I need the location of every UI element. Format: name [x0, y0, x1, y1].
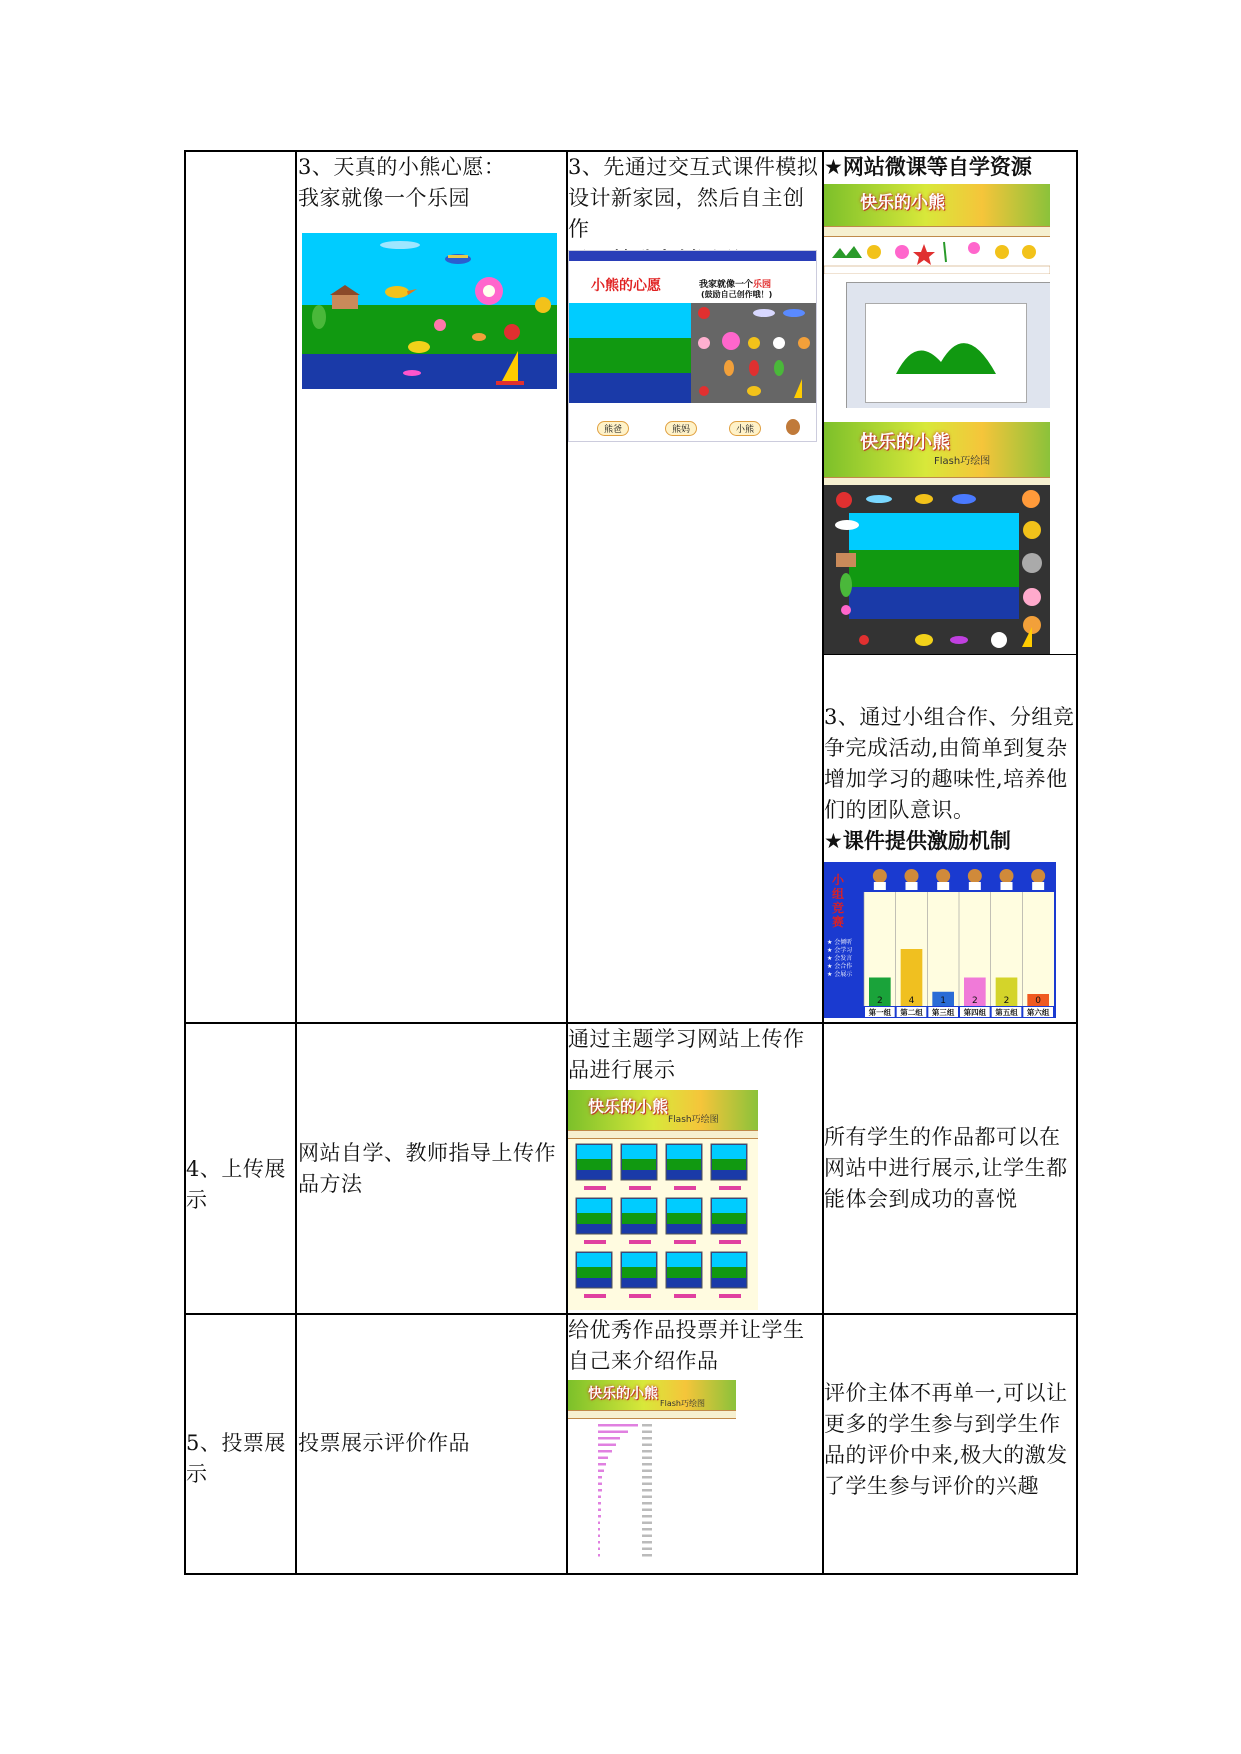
gallery-vote-button	[629, 1240, 651, 1244]
vote-bar	[598, 1502, 601, 1505]
row2-intent-line2: 网站中进行展示,让学生都	[824, 1156, 1068, 1180]
chart-bear-icon	[968, 869, 982, 883]
vote-name	[642, 1431, 652, 1434]
row1-intent-heading-2: ★课件提供激励机制	[824, 829, 1011, 853]
gallery-logo: 快乐的小熊	[588, 1097, 669, 1116]
chart-data-label: 2	[876, 996, 883, 1006]
vote-bar	[598, 1528, 600, 1531]
gallery-thumb-grass	[667, 1159, 701, 1170]
row1-method-line1: 3、先通过交互式课件模拟	[568, 155, 819, 179]
chart-tick-label: 第一组	[868, 1008, 892, 1017]
vote-name	[642, 1470, 652, 1473]
vote-bar	[598, 1437, 620, 1440]
gallery-thumb-grass	[712, 1213, 746, 1224]
gallery-thumb-sky	[667, 1145, 701, 1159]
vote-name	[642, 1476, 652, 1479]
gallery-thumb-sky	[712, 1145, 746, 1159]
chart-bear-icon	[873, 869, 887, 883]
row3-activity-line1: 投票展示评价作品	[298, 1431, 470, 1455]
vote-bar	[598, 1424, 638, 1427]
courseware-screenshot	[568, 250, 817, 442]
drawing-window	[846, 282, 1050, 408]
chart-legend-item: ★ 会倾听	[827, 939, 853, 946]
row1-activity-line2: 我家就像一个乐园	[298, 186, 470, 210]
row2-method	[568, 1024, 822, 1086]
vote-name	[642, 1457, 652, 1460]
row3-intent-line4: 了学生参与评价的兴趣	[824, 1474, 1039, 1498]
gallery-vote-button	[629, 1294, 651, 1298]
gallery-thumb-sky	[577, 1145, 611, 1159]
gallery-thumb-grass	[712, 1159, 746, 1170]
gallery-thumb-grass	[622, 1267, 656, 1278]
row2-intent-line1: 所有学生的作品都可以在	[824, 1125, 1061, 1149]
chart-title-char: 组	[831, 887, 845, 901]
chart-bear-body	[969, 882, 981, 890]
row1-method-line2: 设计新家园，然后自主创作	[568, 186, 805, 241]
vote-name	[642, 1463, 652, 1466]
voting-screenshot	[568, 1380, 736, 1572]
row2-activity	[298, 1138, 566, 1200]
vote-bar	[598, 1483, 602, 1486]
row2-intent	[824, 1122, 1076, 1215]
gallery-thumb-grass	[577, 1159, 611, 1170]
vote-bar	[598, 1509, 601, 1512]
row2-method-line1: 通过主题学习网站上传作	[568, 1027, 805, 1051]
chart-bear-body	[1032, 882, 1044, 890]
gallery-vote-button	[674, 1240, 696, 1244]
vote-name	[642, 1509, 652, 1512]
row1-intent-line4: 们的团队意识。	[824, 798, 975, 822]
row2-intent-line3: 能体会到成功的喜悦	[824, 1187, 1018, 1211]
vote-bar	[598, 1457, 608, 1460]
website-screenshot-draw	[824, 184, 1050, 408]
chart-bear-body	[1001, 882, 1013, 890]
gallery-navbar	[568, 1130, 758, 1139]
chart-tick-label: 第五组	[995, 1008, 1018, 1017]
chart-data-label: 0	[1035, 996, 1042, 1006]
voting-subtitle: Flash巧绘图	[660, 1399, 705, 1408]
vote-name	[642, 1437, 652, 1440]
row2-step: 4、上传展示	[186, 1157, 286, 1212]
courseware-prompt-highlight: 乐园	[753, 280, 772, 290]
gallery-subtitle: Flash巧绘图	[668, 1115, 719, 1125]
voting-navbar	[568, 1410, 736, 1419]
drawing-canvas	[865, 303, 1027, 403]
gallery-vote-button	[584, 1294, 606, 1298]
chart-bear-body	[906, 882, 918, 890]
courseware-prompt-sub: (鼓励自己创作哦！)	[701, 290, 773, 299]
vote-list	[568, 1420, 736, 1572]
gallery-vote-button	[719, 1240, 741, 1244]
vote-name	[642, 1502, 652, 1505]
chart-tick-label: 第四组	[963, 1008, 987, 1017]
vote-bar	[598, 1431, 628, 1434]
col-line-1	[295, 150, 297, 1575]
vote-name	[642, 1444, 652, 1447]
gallery-thumb-grass	[622, 1213, 656, 1224]
website-navbar	[824, 226, 1050, 237]
gallery-vote-button	[629, 1186, 651, 1190]
vote-bar	[598, 1541, 600, 1544]
gallery-thumb-grass	[712, 1267, 746, 1278]
row3-method	[568, 1315, 822, 1377]
row3-intent-line3: 品的评价中来,极大的激发	[824, 1443, 1068, 1467]
gallery-thumb-sky	[577, 1253, 611, 1267]
gallery-vote-button	[584, 1240, 606, 1244]
courseware-title: 小熊的心愿	[591, 278, 661, 294]
vote-bar	[598, 1548, 600, 1551]
gallery-thumb-sky	[667, 1199, 701, 1213]
chart-bear-body	[937, 882, 949, 890]
vote-bar	[598, 1476, 602, 1479]
website-screenshot-scene	[824, 422, 1050, 654]
character-2: 熊妈	[665, 421, 697, 436]
vote-name	[642, 1541, 652, 1544]
vote-bar	[598, 1535, 600, 1538]
chart-tick-label: 第二组	[900, 1008, 923, 1017]
gallery-thumb-grass	[622, 1159, 656, 1170]
vote-name	[642, 1528, 652, 1531]
gallery-vote-button	[674, 1294, 696, 1298]
chart-bear-body	[874, 882, 886, 890]
vote-bar	[598, 1554, 600, 1557]
gallery-vote-button	[719, 1294, 741, 1298]
chart-tick-label: 第三组	[931, 1008, 955, 1017]
table-border-bottom	[184, 1573, 1078, 1575]
website-logo: 快乐的小熊	[860, 193, 945, 213]
gallery-thumb-sky	[622, 1199, 656, 1213]
voting-logo: 快乐的小熊	[588, 1386, 658, 1402]
gallery-thumb-grass	[577, 1267, 611, 1278]
chart-data-label: 2	[971, 996, 978, 1006]
vote-name	[642, 1554, 652, 1557]
gallery-thumb-sky	[622, 1253, 656, 1267]
chart-legend-item: ★ 会展示	[827, 971, 853, 978]
row1-intent-line2: 争完成活动,由简单到复杂	[824, 736, 1068, 760]
row1-intent-heading-1: ★网站微课等自学资源	[824, 155, 1032, 179]
vote-bar	[598, 1522, 600, 1525]
row3-step: 5、投票展示	[186, 1431, 286, 1486]
vote-name	[642, 1548, 652, 1551]
chart-tick-label: 第六组	[1026, 1008, 1050, 1017]
gallery-thumb-grass	[667, 1267, 701, 1278]
character-3: 小熊	[729, 421, 761, 436]
chart-svg	[824, 862, 1056, 1018]
col-line-0	[184, 150, 186, 1575]
chart-title-char: 小	[831, 873, 845, 887]
vote-bar	[598, 1496, 601, 1499]
vote-bar	[598, 1470, 604, 1473]
vote-name	[642, 1496, 652, 1499]
courseware-toolbar	[569, 251, 816, 261]
chart-legend-item: ★ 会发言	[827, 955, 853, 962]
vote-bar	[598, 1444, 616, 1447]
chart-bear-icon	[936, 869, 950, 883]
gallery-thumb-grass	[667, 1213, 701, 1224]
vote-name	[642, 1515, 652, 1518]
row3-intent-line2: 更多的学生参与到学生作	[824, 1412, 1061, 1436]
row3-method-line2: 自己来介绍作品	[568, 1349, 719, 1373]
row1-activity	[298, 152, 566, 214]
gallery-thumb-sky	[667, 1253, 701, 1267]
row1-intent-line3: 增加学习的趣味性,培养他	[824, 767, 1068, 791]
row3-intent-line1: 评价主体不再单一,可以让	[824, 1381, 1068, 1405]
courseware-bottom	[569, 413, 816, 441]
vote-name	[642, 1489, 652, 1492]
vote-name	[642, 1535, 652, 1538]
vote-name	[642, 1483, 652, 1486]
chart-legend-item: ★ 会合作	[827, 963, 853, 970]
row1-activity-line1: 3、天真的小熊心愿：	[298, 155, 506, 179]
col-line-4	[1076, 150, 1078, 1575]
vote-bar	[598, 1450, 612, 1453]
scene-image-bear-wish	[302, 233, 557, 389]
chart-title-char: 赛	[831, 915, 845, 929]
chart-bear-icon	[1000, 869, 1014, 883]
gallery-thumb-sky	[712, 1199, 746, 1213]
egg-icon	[786, 419, 800, 435]
chart-data-label: 4	[908, 996, 915, 1006]
vote-bar	[598, 1463, 606, 1466]
vote-name	[642, 1450, 652, 1453]
group-competition-chart	[824, 862, 1056, 1018]
vote-name	[642, 1522, 652, 1525]
vote-bar	[598, 1489, 602, 1492]
website-logo-b: 快乐的小熊	[860, 432, 950, 453]
gallery-vote-button	[584, 1186, 606, 1190]
chart-bear-icon	[1031, 869, 1045, 883]
chart-data-label: 1	[940, 996, 947, 1006]
row1-intent-line1: 3、通过小组合作、分组竞	[824, 705, 1075, 729]
chart-legend-item: ★ 会学习	[827, 947, 853, 954]
gallery-thumb-sky	[712, 1253, 746, 1267]
upload-gallery-screenshot	[568, 1090, 758, 1310]
row2-activity-line2: 品方法	[298, 1172, 363, 1196]
row3-method-line1: 给优秀作品投票并让学生	[568, 1318, 805, 1342]
gallery-thumb-grass	[577, 1213, 611, 1224]
gallery-thumb-sky	[622, 1145, 656, 1159]
gallery-thumb-sky	[577, 1199, 611, 1213]
chart-bear-icon	[905, 869, 919, 883]
inner-divider	[823, 654, 1077, 655]
row3-activity	[298, 1428, 566, 1459]
courseware-prompt-text: 我家就像一个	[699, 280, 754, 290]
chart-data-label: 2	[1003, 996, 1010, 1006]
gallery-vote-button	[719, 1186, 741, 1190]
row1-intent-text	[824, 702, 1076, 826]
vote-bar	[598, 1515, 601, 1518]
gallery-vote-button	[674, 1186, 696, 1190]
gallery-grid	[568, 1140, 758, 1310]
chart-title-char: 竞	[831, 901, 845, 915]
row2-method-line2: 品进行展示	[568, 1058, 676, 1082]
website-subtitle-b: Flash巧绘图	[934, 456, 991, 467]
vote-name	[642, 1424, 652, 1427]
character-1: 熊爸	[597, 421, 629, 436]
row3-intent	[824, 1378, 1076, 1502]
row2-activity-line1: 网站自学、教师指导上传作	[298, 1141, 556, 1165]
